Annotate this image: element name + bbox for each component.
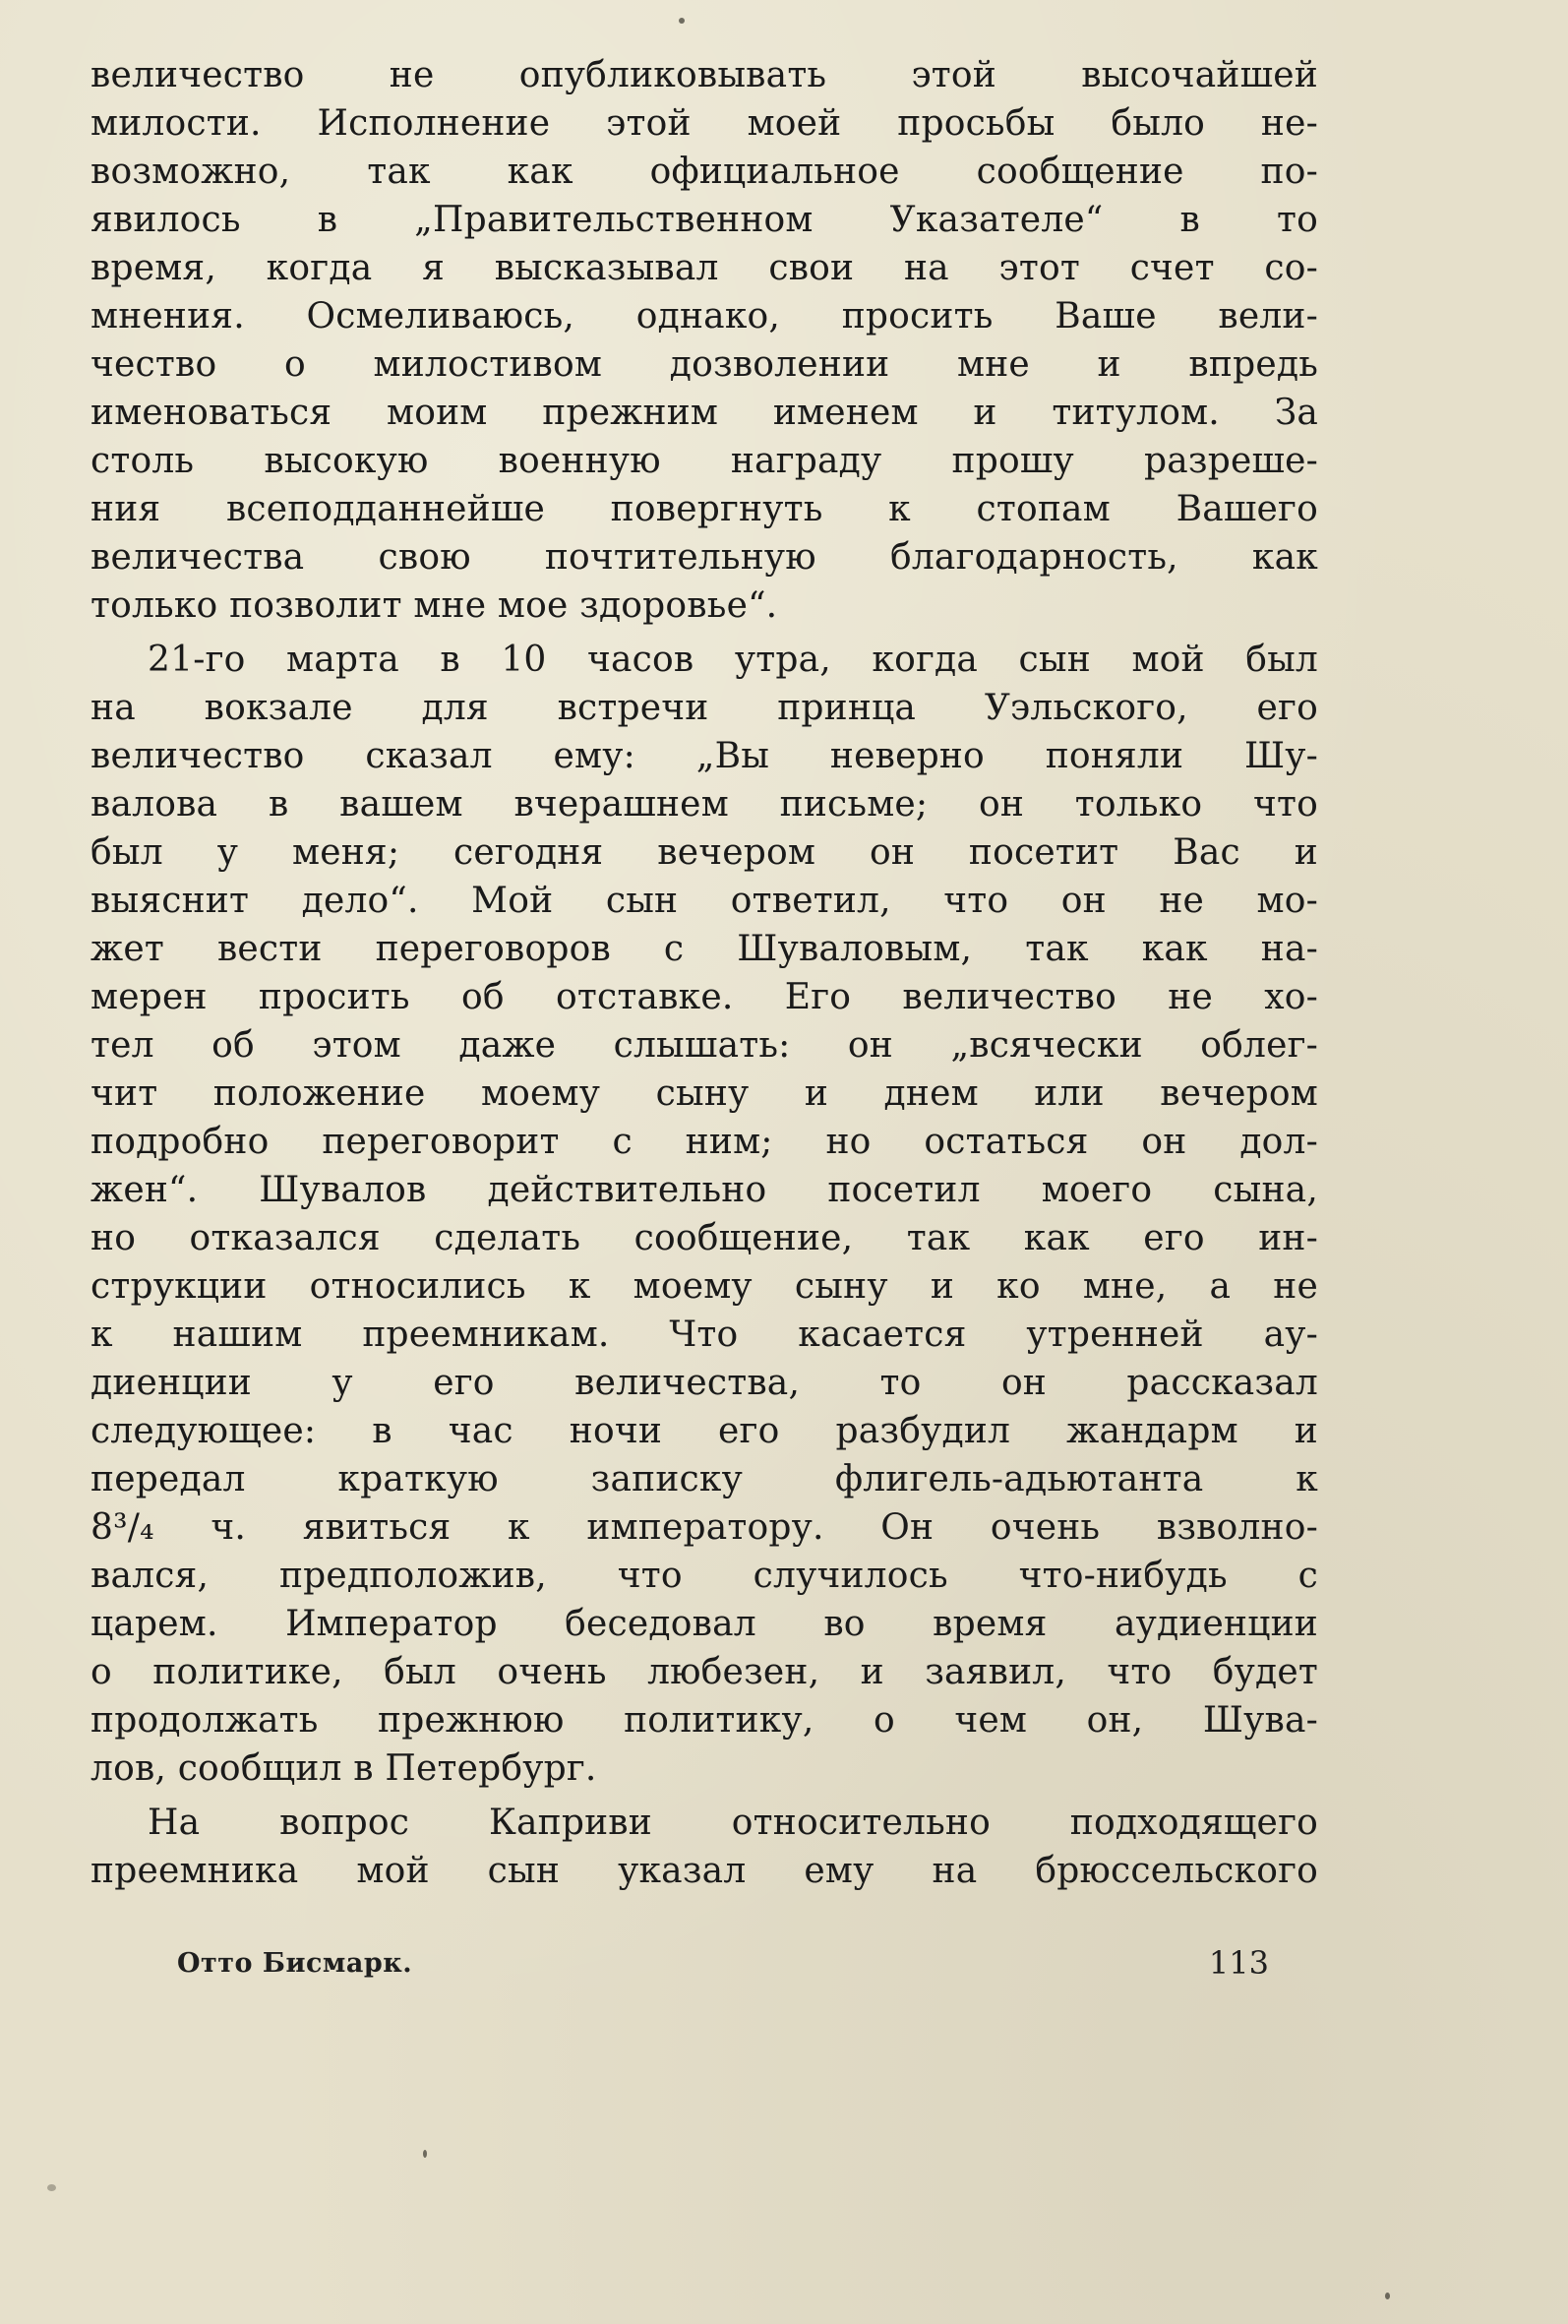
text-line: мерен просить об отставке. Его величество не хо-	[90, 977, 1318, 1017]
text-line: диенции у его величества, то он рассказал	[90, 1363, 1318, 1403]
text-line: вался, предположив, что случилось что-нибудь с	[90, 1556, 1318, 1596]
text-line: лов, сообщил в Петербург.	[90, 1748, 597, 1789]
paper-speck	[1385, 2293, 1390, 2299]
text-line: милости. Исполнение этой моей просьбы было не-	[90, 103, 1318, 144]
paper-speck	[47, 2184, 56, 2191]
text-line: чит положение моему сыну и днем или вечером	[90, 1073, 1318, 1114]
text-line: На вопрос Каприви относительно подходящего	[148, 1803, 1318, 1843]
page-number: 113	[1208, 1944, 1269, 1982]
text-line: жен“. Шувалов действительно посетил моего сына,	[90, 1170, 1318, 1210]
text-line: именоваться моим прежним именем и титулом. За	[90, 393, 1318, 433]
text-line: струкции относились к моему сыну и ко мне, а не	[90, 1266, 1318, 1307]
footer-author: Отто Бисмарк.	[177, 1948, 413, 1979]
text-line: величество сказал ему: „Вы неверно поняли Шу-	[90, 736, 1318, 776]
paper-speck	[679, 18, 685, 24]
text-line: только позволит мне мое здоровье“.	[90, 585, 778, 626]
text-line: явилось в „Правительственном Указателе“ в то	[90, 200, 1318, 240]
text-line: царем. Император беседовал во время аудиенции	[90, 1604, 1318, 1644]
text-line: был у меня; сегодня вечером он посетит Вас и	[90, 832, 1318, 873]
text-line: о политике, был очень любезен, и заявил, что будет	[90, 1652, 1318, 1692]
text-line: валова в вашем вчерашнем письме; он только что	[90, 784, 1318, 825]
text-line: столь высокую военную награду прошу разреше-	[90, 441, 1318, 481]
paper-speck	[423, 2150, 427, 2158]
text-line: ния всеподданнейше повергнуть к стопам Вашего	[90, 489, 1318, 529]
text-line: подробно переговорит с ним; но остаться он дол-	[90, 1122, 1318, 1162]
text-line: 21-го марта в 10 часов утра, когда сын мой был	[148, 640, 1318, 680]
text-line: передал краткую записку флигель-адьютанта к	[90, 1459, 1318, 1499]
text-line: выяснит дело“. Мой сын ответил, что он не мо-	[90, 881, 1318, 921]
text-line: жет вести переговоров с Шуваловым, так как на-	[90, 929, 1318, 969]
text-line: к нашим преемникам. Что касается утренней ау-	[90, 1315, 1318, 1355]
text-line: тел об этом даже слышать: он „всячески облег-	[90, 1025, 1318, 1066]
text-line: следующее: в час ночи его разбудил жандарм и	[90, 1411, 1318, 1451]
page-footer	[177, 1938, 1269, 1988]
text-line: время, когда я высказывал свои на этот счет со-	[90, 248, 1318, 288]
text-line: величество не опубликовывать этой высочайшей	[90, 55, 1318, 95]
text-line: на вокзале для встречи принца Уэльского, его	[90, 688, 1318, 728]
text-line: величества свою почтительную благодарность, как	[90, 537, 1318, 578]
text-line: преемника мой сын указал ему на брюссельского	[90, 1851, 1318, 1891]
text-line: мнения. Осмеливаюсь, однако, просить Ваше вели-	[90, 296, 1318, 336]
page-body-text	[90, 51, 1318, 1895]
text-line: чество о милостивом дозволении мне и впредь	[90, 344, 1318, 385]
text-line: возможно, так как официальное сообщение по-	[90, 152, 1318, 192]
text-line: но отказался сделать сообщение, так как его ин-	[90, 1218, 1318, 1258]
text-line: 8³/₄ ч. явиться к императору. Он очень взволно-	[90, 1507, 1318, 1548]
text-line: продолжать прежнюю политику, о чем он, Шува-	[90, 1700, 1318, 1741]
